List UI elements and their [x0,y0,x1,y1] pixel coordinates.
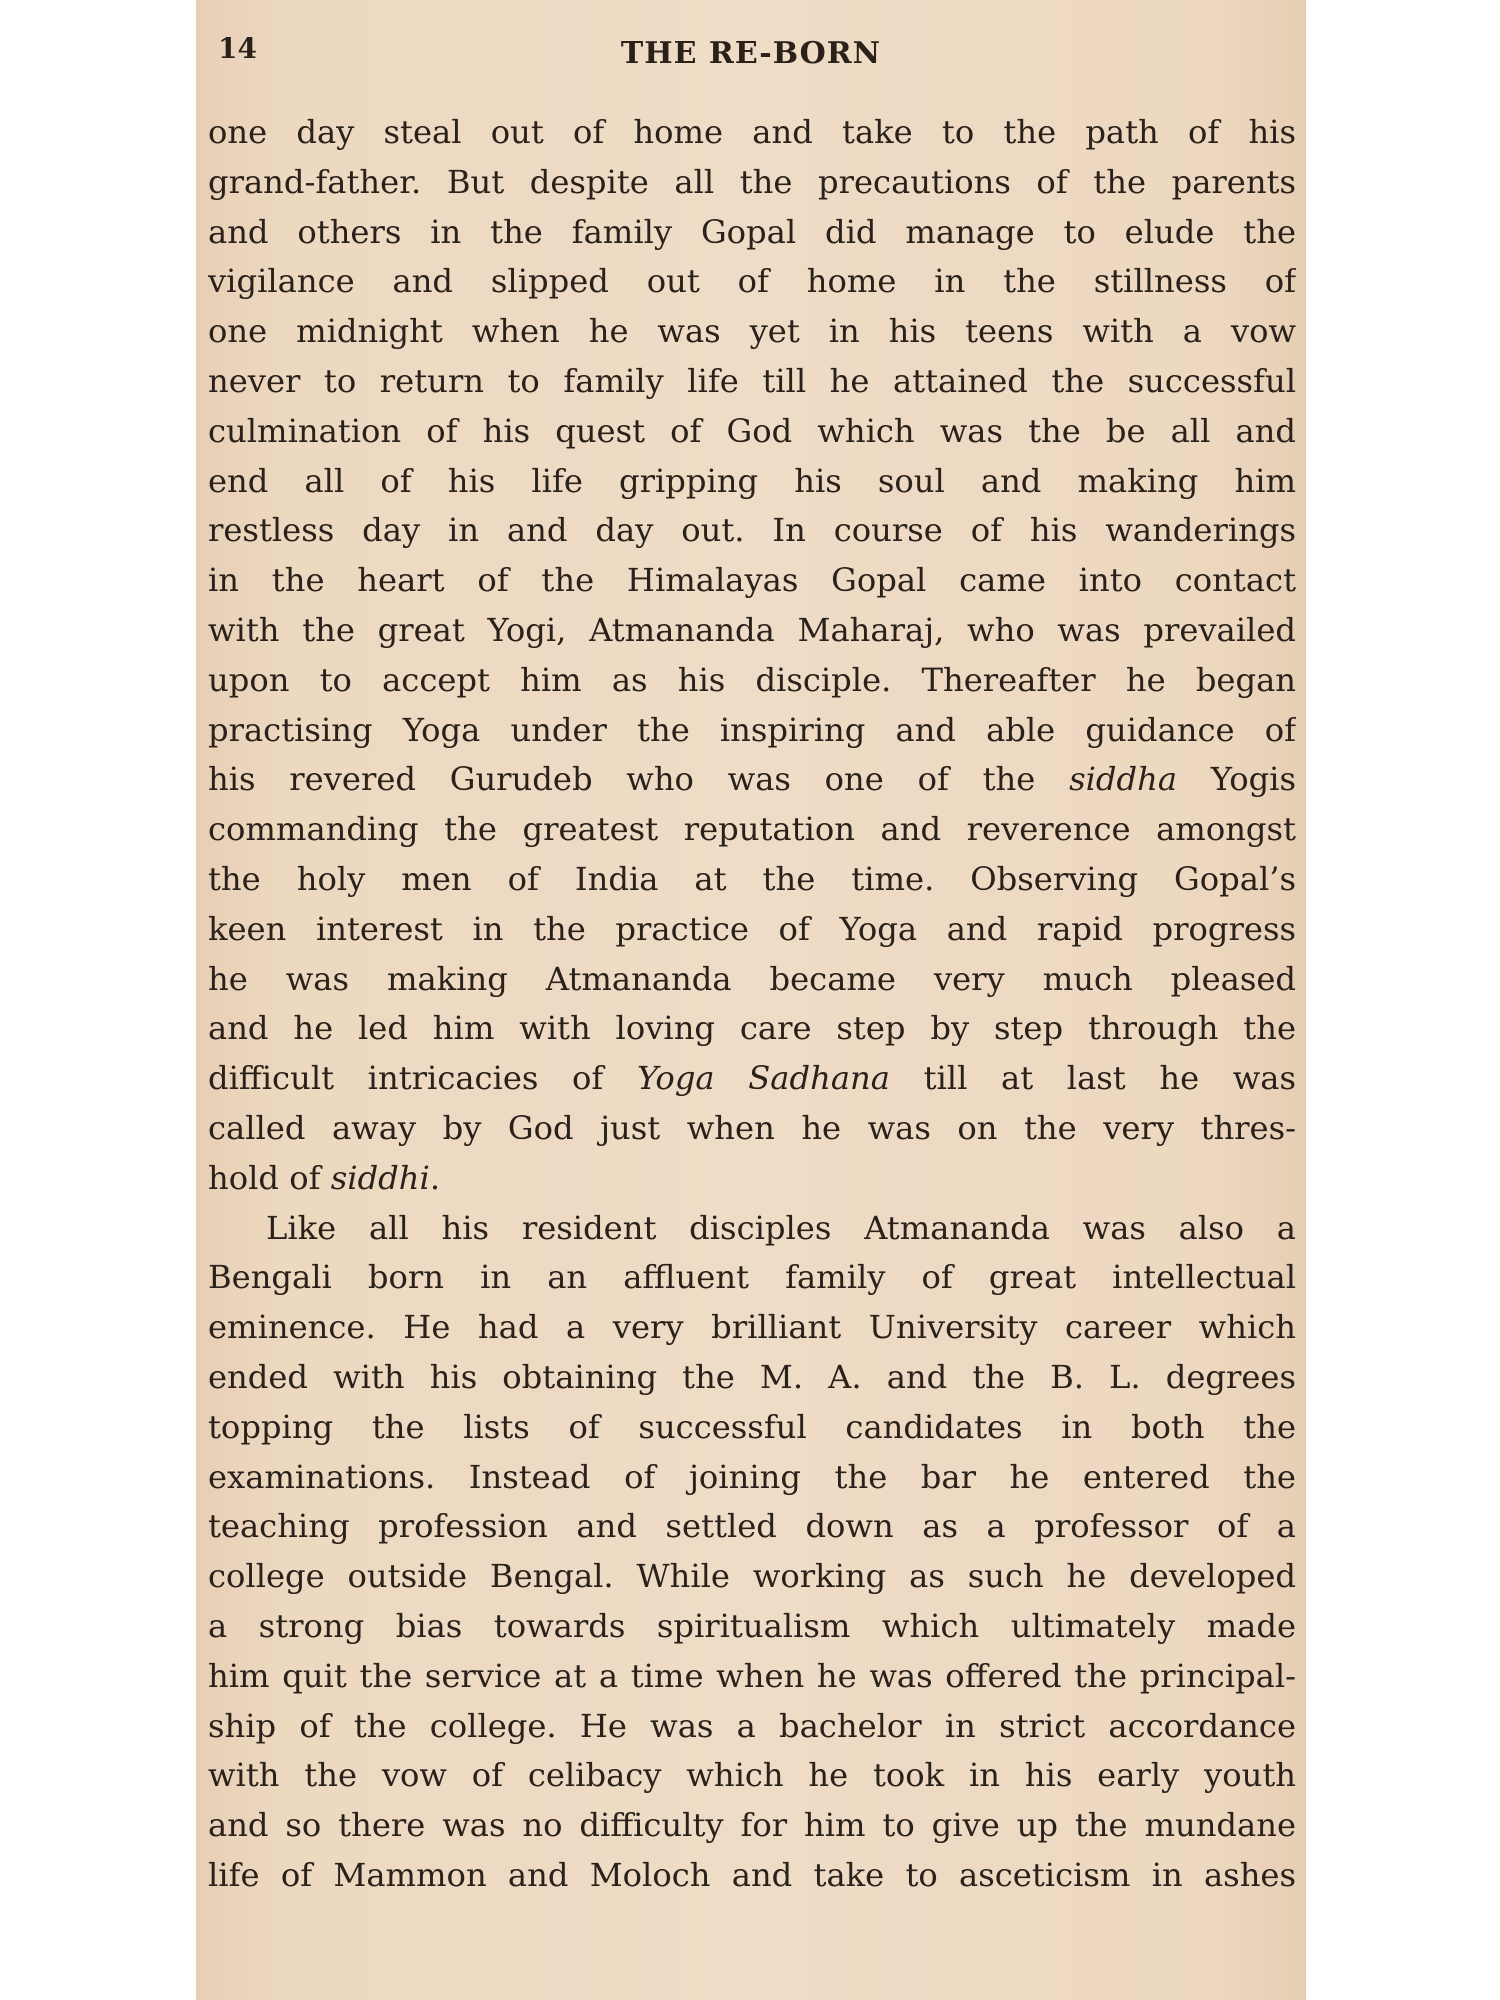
text-line [208,1253,1296,1303]
text-line-content: never to return to family life till he attained the successful [208,361,1296,400]
text-line [208,656,1296,706]
text-line-content: restless day in and day out. In course of his wanderings [208,511,1296,550]
text-line-content: he was making Atmananda became very much pleased [208,959,1296,998]
text-line [208,1353,1296,1403]
text-line-content: practising Yoga under the inspiring and able guidance of [208,710,1296,749]
text-line-content: life of Mammon and Moloch and take to asceticism in ashes [208,1855,1296,1894]
italic-term: siddhi [330,1158,430,1197]
text-line-content: called away by God just when he was on the very thres- [208,1108,1296,1147]
text-line-roman: Yogis [1177,760,1296,799]
text-line-content: end all of his life gripping his soul and making him [208,461,1296,500]
text-line-roman: his revered Gurudeb who was one of the [208,760,1070,799]
text-line [208,905,1296,955]
text-line [208,1104,1296,1154]
text-line-content: and he led him with loving care step by step through the [208,1009,1296,1048]
text-line-roman: difficult intricacies of [208,1059,637,1098]
text-line [208,1403,1296,1453]
text-line-content: topping the lists of successful candidates in both the [208,1407,1296,1446]
text-line [208,755,1296,805]
text-line [208,1502,1296,1552]
text-line [208,1004,1296,1054]
text-line-roman: hold of [208,1158,331,1197]
text-line [208,706,1296,756]
text-line-content: Bengali born in an affluent family of great intellectual [208,1258,1296,1297]
text-line-content: and others in the family Gopal did manage to elude the [208,212,1296,251]
text-line-content: a strong bias towards spiritualism which ultimately made [208,1606,1296,1645]
text-line-content: vigilance and slipped out of home in the stillness of [208,262,1296,301]
page-number: 14 [218,32,257,65]
text-line [208,1054,1296,1104]
text-line-content: him quit the service at a time when he was offered the principal- [208,1656,1296,1695]
text-line [208,1751,1296,1801]
text-line [208,1303,1296,1353]
text-line-content: with the vow of celibacy which he took in his early youth [208,1756,1296,1795]
text-line-content: ship of the college. He was a bachelor in strict accordance [208,1706,1296,1745]
text-line [208,955,1296,1005]
text-line [208,1801,1296,1851]
running-head-title: THE RE-BORN [620,36,882,71]
text-line [208,1602,1296,1652]
text-line [208,1552,1296,1602]
text-line [208,855,1296,905]
text-line [208,307,1296,357]
text-line [208,1702,1296,1752]
text-line-content: with the great Yogi, Atmananda Maharaj, who was prevailed [208,610,1296,649]
text-line-content: ended with his obtaining the M. A. and the B. L. degrees [208,1357,1296,1396]
text-line-roman: till at last he was [889,1059,1296,1098]
page-header [218,32,1284,76]
text-line [208,606,1296,656]
text-line-content: upon to accept him as his disciple. Thereafter he began [208,660,1296,699]
text-line [208,208,1296,258]
book-page [196,0,1306,2000]
text-line [208,457,1296,507]
text-line-content: examinations. Instead of joining the bar he entered the [208,1457,1296,1496]
text-line-roman: . [429,1158,441,1197]
text-line-content: Like all his resident disciples Atmananda was also a [266,1208,1296,1247]
text-line-content: one day steal out of home and take to the path of his [208,113,1296,151]
text-line-content: commanding the greatest reputation and reverence amongst [208,810,1296,849]
italic-term: siddha [1069,760,1178,799]
body-text [208,108,1296,1901]
text-line [208,1453,1296,1503]
text-line [208,257,1296,307]
text-line [208,407,1296,457]
text-line [208,1154,1296,1204]
text-line-content: grand-father. But despite all the precautions of the parents [208,162,1296,201]
text-line-content: keen interest in the practice of Yoga and rapid progress [208,909,1296,948]
text-line-content: college outside Bengal. While working as such he developed [208,1557,1296,1596]
text-line-content: one midnight when he was yet in his teens with a vow [208,312,1296,351]
text-line-content: teaching profession and settled down as a professor of a [208,1507,1296,1546]
italic-term: Yoga Sadhana [636,1059,890,1098]
text-line [208,805,1296,855]
text-line-content: the holy men of India at the time. Observing Gopal’s [208,859,1296,898]
text-line-content: eminence. He had a very brilliant University career which [208,1308,1296,1347]
text-line [208,1652,1296,1702]
text-line-content: culmination of his quest of God which was the be all and [208,411,1296,450]
text-line-content: and so there was no difficulty for him to give up the mundane [208,1806,1296,1845]
text-line [208,158,1296,208]
text-line-content: in the heart of the Himalayas Gopal came into contact [208,561,1296,600]
text-line [208,108,1296,158]
text-line [208,556,1296,606]
text-line [208,1204,1296,1254]
text-line [208,357,1296,407]
text-line [208,506,1296,556]
text-line [208,1851,1296,1901]
